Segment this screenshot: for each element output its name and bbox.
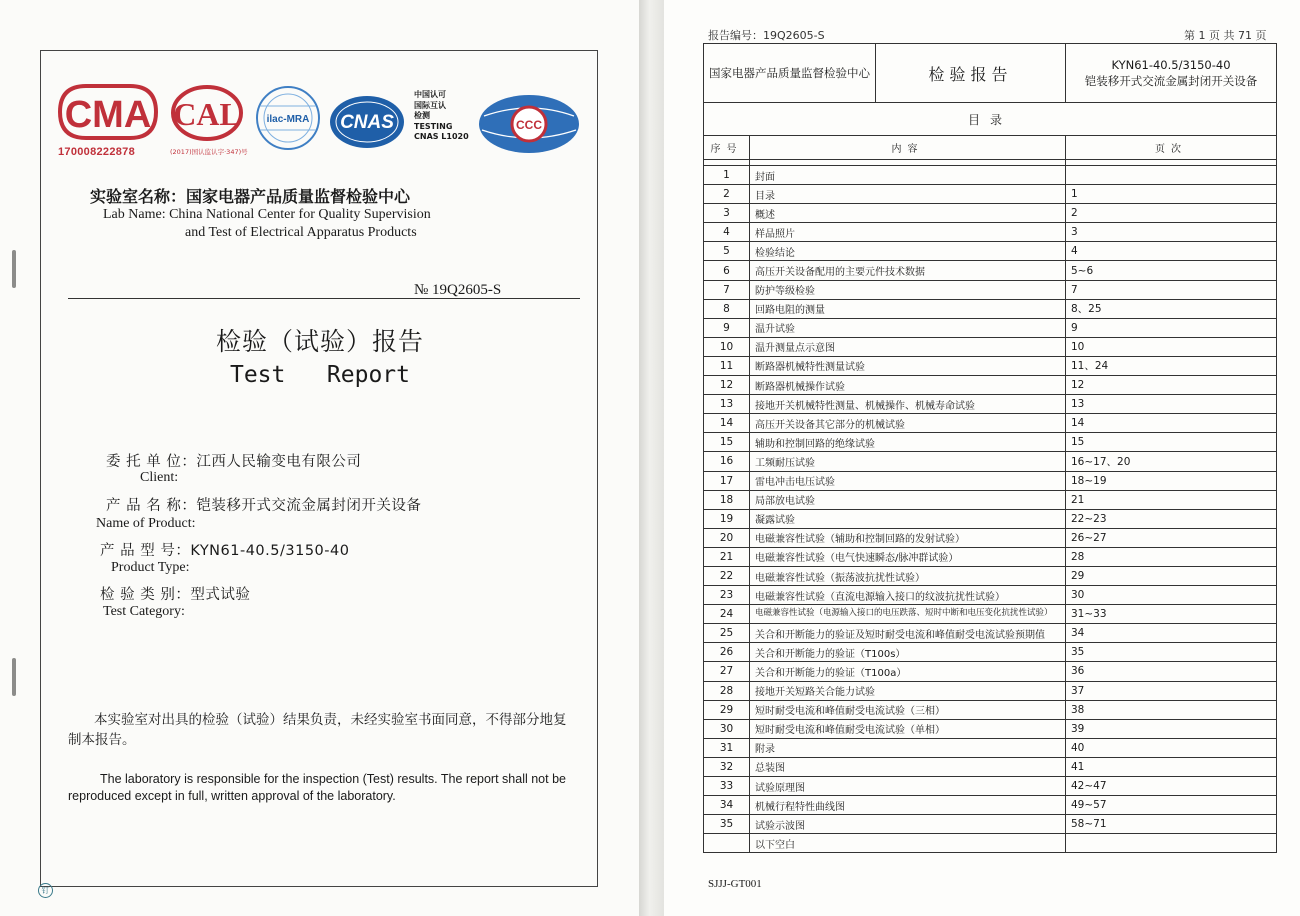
- toc-row: [704, 471, 1277, 490]
- toc-item-content: 概述: [750, 204, 1066, 223]
- column-header-content: 内容: [750, 136, 1066, 160]
- toc-item-page: 41: [1066, 757, 1277, 776]
- toc-item-content: 电磁兼容性试验（电气快速瞬态/脉冲群试验）: [750, 547, 1066, 566]
- toc-item-content: 断路器机械操作试验: [750, 376, 1066, 395]
- toc-item-page: 36: [1066, 662, 1277, 681]
- toc-item-page: 26~27: [1066, 528, 1277, 547]
- toc-item-content: 试验原理图: [750, 777, 1066, 796]
- header-title: 检验报告: [876, 44, 1066, 103]
- toc-item-number: 14: [704, 414, 750, 433]
- toc-item-content: 工频耐压试验: [750, 452, 1066, 471]
- toc-item-page: 7: [1066, 280, 1277, 299]
- certification-logos: [58, 80, 588, 160]
- contents-table: [703, 43, 1277, 853]
- toc-item-page: 4: [1066, 242, 1277, 261]
- toc-row: [704, 605, 1277, 624]
- toc-item-page: 37: [1066, 681, 1277, 700]
- toc-item-number: [704, 834, 750, 853]
- toc-item-content: 电磁兼容性试验（振荡波抗扰性试验）: [750, 566, 1066, 585]
- toc-item-content: 断路器机械特性测量试验: [750, 356, 1066, 375]
- toc-item-page: 34: [1066, 624, 1277, 643]
- toc-item-page: 29: [1066, 566, 1277, 585]
- toc-row: [704, 528, 1277, 547]
- type-label: 产 品 型 号：: [100, 543, 191, 559]
- toc-row: [704, 490, 1277, 509]
- toc-item-content: 电磁兼容性试验（辅助和控制回路的发射试验）: [750, 528, 1066, 547]
- column-header-page: 页次: [1066, 136, 1277, 160]
- toc-row: [704, 662, 1277, 681]
- cal-mark-text: CAL: [173, 96, 241, 132]
- cal-logo: [170, 84, 250, 156]
- toc-row: [704, 452, 1277, 471]
- toc-item-number: 22: [704, 566, 750, 585]
- header-product-name: 铠装移开式交流金属封闭开关设备: [1084, 74, 1258, 88]
- toc-item-page: 31~33: [1066, 605, 1277, 624]
- toc-row: [704, 624, 1277, 643]
- category-label: 检 验 类 别：: [100, 587, 191, 603]
- ccc-logo: [476, 92, 582, 156]
- toc-item-number: 15: [704, 433, 750, 452]
- toc-item-content: 关合和开断能力的验证（T100a）: [750, 662, 1066, 681]
- cnas-mark-text: CNAS: [340, 112, 394, 133]
- toc-item-content: 电磁兼容性试验（直流电源输入接口的纹波抗扰性试验）: [750, 586, 1066, 605]
- toc-item-page: 10: [1066, 337, 1277, 356]
- type-label-en: Product Type:: [111, 560, 190, 575]
- toc-item-page: 40: [1066, 738, 1277, 757]
- column-header-row: [704, 136, 1277, 160]
- product-value: 铠装移开式交流金属封闭开关设备: [196, 498, 422, 514]
- toc-item-page: 11、24: [1066, 356, 1277, 375]
- client-label-en: Client:: [140, 470, 179, 485]
- column-header-no: 序号: [704, 136, 750, 160]
- toc-item-page: 58~71: [1066, 815, 1277, 834]
- client-value: 江西人民输变电有限公司: [196, 454, 362, 470]
- toc-item-page: 28: [1066, 547, 1277, 566]
- toc-title-row: [704, 103, 1277, 136]
- toc-item-number: 27: [704, 662, 750, 681]
- toc-row: [704, 318, 1277, 337]
- toc-row: [704, 643, 1277, 662]
- category-label-en: Test Category:: [103, 604, 185, 619]
- client-field: [106, 450, 361, 471]
- category-value: 型式试验: [190, 587, 251, 603]
- toc-item-content: 附录: [750, 738, 1066, 757]
- cnas-line: TESTING: [414, 121, 453, 131]
- toc-item-content: 辅助和控制回路的绝缘试验: [750, 433, 1066, 452]
- cover-page: [0, 0, 640, 916]
- toc-item-page: 5~6: [1066, 261, 1277, 280]
- toc-row: [704, 509, 1277, 528]
- toc-item-page: [1066, 834, 1277, 853]
- toc-item-page: 42~47: [1066, 777, 1277, 796]
- toc-item-content: 雷电冲击电压试验: [750, 471, 1066, 490]
- cma-logo: [58, 84, 162, 158]
- product-field: [106, 494, 421, 515]
- toc-item-content: 目录: [750, 185, 1066, 204]
- toc-item-content: 总装图: [750, 757, 1066, 776]
- toc-item-number: 9: [704, 318, 750, 337]
- toc-item-number: 26: [704, 643, 750, 662]
- toc-item-number: 28: [704, 681, 750, 700]
- product-label-en: Name of Product:: [96, 516, 196, 531]
- ilac-mra-logo: [254, 84, 322, 152]
- product-label: 产 品 名 称：: [106, 498, 197, 514]
- toc-row: [704, 337, 1277, 356]
- toc-item-number: 29: [704, 700, 750, 719]
- toc-item-number: 3: [704, 204, 750, 223]
- toc-item-page: 3: [1066, 223, 1277, 242]
- toc-item-number: 20: [704, 528, 750, 547]
- toc-row: [704, 796, 1277, 815]
- toc-row: [704, 166, 1277, 185]
- cnas-line: CNAS L1020: [414, 132, 469, 141]
- toc-item-content: 回路电阻的测量: [750, 299, 1066, 318]
- toc-row: [704, 280, 1277, 299]
- toc-item-number: 31: [704, 738, 750, 757]
- toc-row: [704, 356, 1277, 375]
- form-code: SJJJ-GT001: [708, 878, 762, 890]
- header-product: [1066, 44, 1277, 103]
- toc-item-content: 局部放电试验: [750, 490, 1066, 509]
- toc-row: [704, 376, 1277, 395]
- toc-item-number: 34: [704, 796, 750, 815]
- toc-item-content: 短时耐受电流和峰值耐受电流试验（三相）: [750, 700, 1066, 719]
- toc-row: [704, 719, 1277, 738]
- toc-item-number: 13: [704, 395, 750, 414]
- statement-en: The laboratory is responsible for the inspection (Test) results. The report shall not be reproduced except in full, written approval of the laboratory.: [68, 772, 566, 803]
- toc-item-page: 49~57: [1066, 796, 1277, 815]
- toc-item-content: 检验结论: [750, 242, 1066, 261]
- toc-item-number: 1: [704, 166, 750, 185]
- toc-item-number: 32: [704, 757, 750, 776]
- cnas-line: 中国认可: [414, 90, 446, 99]
- report-title-cn: 检验（试验）报告: [215, 327, 424, 356]
- toc-item-number: 30: [704, 719, 750, 738]
- toc-item-number: 35: [704, 815, 750, 834]
- toc-row: [704, 299, 1277, 318]
- toc-item-number: 18: [704, 490, 750, 509]
- cnas-logo: [328, 94, 406, 150]
- toc-item-content: 封面: [750, 166, 1066, 185]
- toc-item-content: 电磁兼容性试验（电源输入接口的电压跌落、短时中断和电压变化抗扰性试验）: [750, 605, 1066, 624]
- toc-item-number: 2: [704, 185, 750, 204]
- type-field: [100, 539, 349, 560]
- report-header-row: [704, 44, 1277, 103]
- header-org: 国家电器产品质量监督检验中心: [704, 44, 876, 103]
- toc-row: [704, 700, 1277, 719]
- toc-item-content: 样品照片: [750, 223, 1066, 242]
- category-field: [100, 583, 250, 604]
- toc-row: [704, 414, 1277, 433]
- toc-item-number: 8: [704, 299, 750, 318]
- toc-item-number: 7: [704, 280, 750, 299]
- toc-item-page: 1: [1066, 185, 1277, 204]
- toc-item-number: 4: [704, 223, 750, 242]
- toc-item-page: 9: [1066, 318, 1277, 337]
- toc-row: [704, 185, 1277, 204]
- cal-note: (2017)国认监认字·347)号: [170, 148, 248, 156]
- lab-name-en-line: and Test of Electrical Apparatus Products: [185, 224, 417, 240]
- toc-item-number: 25: [704, 624, 750, 643]
- cnas-text-block: [414, 90, 469, 143]
- type-value: KYN61-40.5/3150-40: [190, 543, 350, 559]
- toc-row: [704, 566, 1277, 585]
- toc-item-page: 35: [1066, 643, 1277, 662]
- toc-row: [704, 815, 1277, 834]
- toc-item-page: 39: [1066, 719, 1277, 738]
- toc-row: [704, 586, 1277, 605]
- toc-item-page: 18~19: [1066, 471, 1277, 490]
- lab-name-cn: 实验室名称：国家电器产品质量监督检验中心: [90, 187, 411, 206]
- statement-cn: 本实验室对出具的检验（试验）结果负责，未经实验室书面同意，不得部分地复制本报告。: [68, 712, 567, 748]
- lab-name-en-line: Lab Name: China National Center for Quality Supervision: [103, 207, 431, 222]
- toc-item-page: [1066, 166, 1277, 185]
- toc-item-page: 21: [1066, 490, 1277, 509]
- toc-item-number: 5: [704, 242, 750, 261]
- binding-hole: [12, 250, 16, 288]
- binding-hole: [12, 658, 16, 696]
- toc-item-page: 8、25: [1066, 299, 1277, 318]
- ilac-mark-text: ilac-MRA: [266, 114, 310, 125]
- toc-item-number: 24: [704, 605, 750, 624]
- ccc-mark-text: CCC: [516, 118, 542, 132]
- toc-item-content: 温升测量点示意图: [750, 337, 1066, 356]
- toc-item-page: 30: [1066, 586, 1277, 605]
- toc-item-page: 12: [1066, 376, 1277, 395]
- toc-item-number: 6: [704, 261, 750, 280]
- client-label: 委 托 单 位：: [106, 454, 197, 470]
- toc-title: 目录: [704, 103, 1277, 136]
- lab-name-en: [103, 206, 431, 241]
- toc-row: [704, 834, 1277, 853]
- toc-item-content: 防护等级检验: [750, 280, 1066, 299]
- toc-row: [704, 395, 1277, 414]
- toc-item-content: 关合和开断能力的验证及短时耐受电流和峰值耐受电流试验预期值: [750, 624, 1066, 643]
- header-product-model: KYN61-40.5/3150-40: [1111, 58, 1231, 72]
- toc-row: [704, 204, 1277, 223]
- toc-item-page: 15: [1066, 433, 1277, 452]
- toc-item-number: 16: [704, 452, 750, 471]
- toc-item-content: 温升试验: [750, 318, 1066, 337]
- toc-row: [704, 681, 1277, 700]
- toc-item-number: 17: [704, 471, 750, 490]
- cma-mark-text: CMA: [64, 94, 152, 136]
- toc-item-number: 33: [704, 777, 750, 796]
- toc-item-content: 高压开关设备配用的主要元件技术数据: [750, 261, 1066, 280]
- toc-item-page: 2: [1066, 204, 1277, 223]
- cnas-line: 检测: [414, 111, 430, 120]
- toc-row: [704, 242, 1277, 261]
- divider: [68, 298, 580, 299]
- toc-item-content: 关合和开断能力的验证（T100s）: [750, 643, 1066, 662]
- toc-item-number: 23: [704, 586, 750, 605]
- toc-item-content: 高压开关设备其它部分的机械试验: [750, 414, 1066, 433]
- toc-item-page: 16~17、20: [1066, 452, 1277, 471]
- toc-item-content: 凝露试验: [750, 509, 1066, 528]
- toc-item-content: 接地开关短路关合能力试验: [750, 681, 1066, 700]
- cma-number: 170008222878: [58, 146, 136, 158]
- report-title-en: Test Report: [229, 362, 410, 388]
- toc-item-content: 接地开关机械特性测量、机械操作、机械寿命试验: [750, 395, 1066, 414]
- toc-item-content: 以下空白: [750, 834, 1066, 853]
- toc-row: [704, 757, 1277, 776]
- toc-item-page: 38: [1066, 700, 1277, 719]
- toc-item-content: 试验示波图: [750, 815, 1066, 834]
- binding-stamp: 钉: [38, 883, 53, 898]
- toc-item-page: 14: [1066, 414, 1277, 433]
- cnas-line: 国际互认: [414, 100, 446, 110]
- page-info: 第 1 页 共 71 页: [1184, 29, 1267, 42]
- toc-item-number: 21: [704, 547, 750, 566]
- toc-item-content: 机械行程特性曲线图: [750, 796, 1066, 815]
- report-number: № 19Q2605-S: [414, 282, 502, 298]
- toc-row: [704, 777, 1277, 796]
- toc-item-number: 10: [704, 337, 750, 356]
- toc-row: [704, 547, 1277, 566]
- book-gutter: [640, 0, 664, 916]
- toc-row: [704, 223, 1277, 242]
- toc-row: [704, 738, 1277, 757]
- toc-item-number: 19: [704, 509, 750, 528]
- toc-row: [704, 433, 1277, 452]
- toc-item-number: 12: [704, 376, 750, 395]
- report-number-header: 报告编号：19Q2605-S: [708, 29, 825, 42]
- toc-item-number: 11: [704, 356, 750, 375]
- toc-item-content: 短时耐受电流和峰值耐受电流试验（单相）: [750, 719, 1066, 738]
- toc-row: [704, 261, 1277, 280]
- toc-item-page: 13: [1066, 395, 1277, 414]
- toc-item-page: 22~23: [1066, 509, 1277, 528]
